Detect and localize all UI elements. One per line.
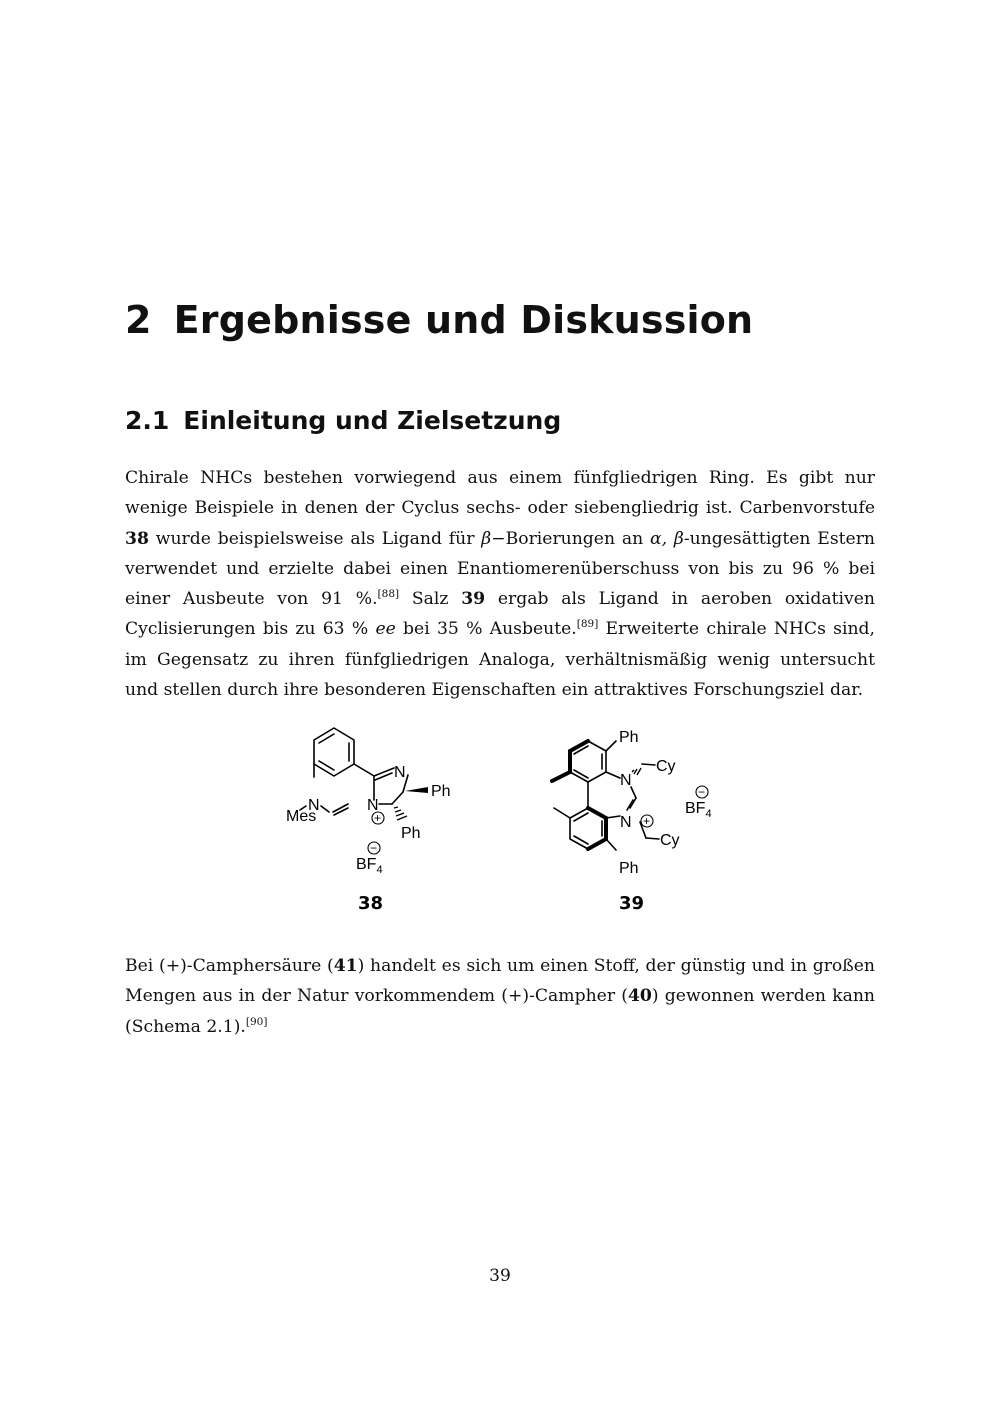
text-run: wurde beispielsweise als Ligand für [148,528,482,549]
phenyl-label: Ph [401,825,421,842]
text-run: −Borierungen an [491,528,650,549]
benzene-ring-38 [314,728,354,776]
compound-label-38: 38 [358,893,384,914]
section-title-text: Einleitung und Zielsetzung [183,406,562,435]
atom-n: N [620,772,632,789]
citation-90[interactable]: [90] [245,1015,268,1028]
bold-bonds [552,741,606,849]
bond [606,816,620,818]
structures-figure [270,722,740,922]
bond [354,764,374,776]
cyclohexyl-label: Cy [656,758,676,775]
text-run: Erweiterte chirale NHCs sind, im Gegensatz zu ihren fünfgliedrigen Analoga, verhältnismäßig wenig untersucht und stellen durch ihre besonderen Eigenschaften ein attraktives Forschungsziel dar. [125,619,875,701]
intro-paragraph [125,463,875,705]
wedge-bond [405,787,428,793]
bond [334,808,348,815]
math-beta: β [481,528,492,549]
chapter-title-text: Ergebnisse und Diskussion [173,298,754,342]
bond [374,768,394,776]
phenyl-label: Ph [619,729,639,746]
chain-bond [646,838,659,839]
ee-term: ee [375,619,396,640]
atom-n-plus: N [367,797,379,814]
text-run: ergab als Ligand in aeroben oxidativen Cyclisierungen bis zu 63 % [125,589,875,640]
bond [321,806,329,812]
compound-ref-38: 38 [125,528,149,549]
plus-sign: + [643,814,651,828]
bond [333,804,348,812]
section-number: 2.1 [125,406,170,435]
phenyl-label: Ph [619,860,639,877]
atom-n: N [308,797,320,814]
minus-sign: − [698,785,706,799]
plus-sign: + [374,811,382,825]
section-title [125,406,561,435]
methyl-bond [554,808,570,818]
text-run: Bei (+)-Camphersäure ( [125,956,334,976]
atom-n-plus: N [620,814,632,831]
bond [631,787,636,798]
text-run: -ungesättigten Estern verwendet und erzielte dabei einen Enantiomerenüberschuss von bis zu 96 % bei einer Ausbeute von 91 %. [125,528,876,610]
aromatic-bond [574,770,588,778]
hash-bond [632,768,641,775]
minus-sign: − [370,841,378,855]
text-run: bei 35 % Ausbeute. [395,619,577,640]
math-alpha-beta: α, β [649,528,684,549]
atom-n: N [394,764,406,781]
chain-bond [642,764,655,765]
text-run: ) gewonnen werden kann (Schema 2.1). [125,986,875,1037]
compound-ref-39: 39 [461,589,486,610]
compound-label-39: 39 [619,893,645,914]
counterion-bf4: $BF_4$ [685,800,712,820]
compound-ref-40: 40 [627,986,652,1007]
text-run: Salz [399,589,462,610]
bond [606,772,620,778]
citation-89[interactable]: [89] [576,618,599,631]
chapter-title [125,298,753,342]
phenyl-label: Ph [431,783,451,800]
text-run: ) handelt es sich um einen Stoff, der günstig und in großen Mengen aus in der Natur vorkommendem (+)-Campher ( [125,956,876,1007]
mesityl-label: Mes [286,808,317,825]
text-run: Chirale NHCs bestehen vorwiegend aus einem fünfgliedrigen Ring. Es gibt nur wenige Beispiele in denen der Cyclus sechs- oder siebengliedrig ist. Carbenvorstufe [125,468,875,519]
compound-ref-41: 41 [333,956,358,976]
citation-88[interactable]: [88] [377,588,400,601]
body-paragraph [125,951,875,1042]
bond-ph [606,839,616,850]
counterion-bf4: $BF_4$ [356,856,383,876]
hash-bond [394,807,407,820]
page-number: 39 [489,1266,511,1286]
bond [392,792,403,804]
chemical-structures-svg [270,722,740,922]
cyclohexyl-label: Cy [660,832,680,849]
bond-ph [606,741,616,751]
chapter-number: 2 [125,298,152,342]
